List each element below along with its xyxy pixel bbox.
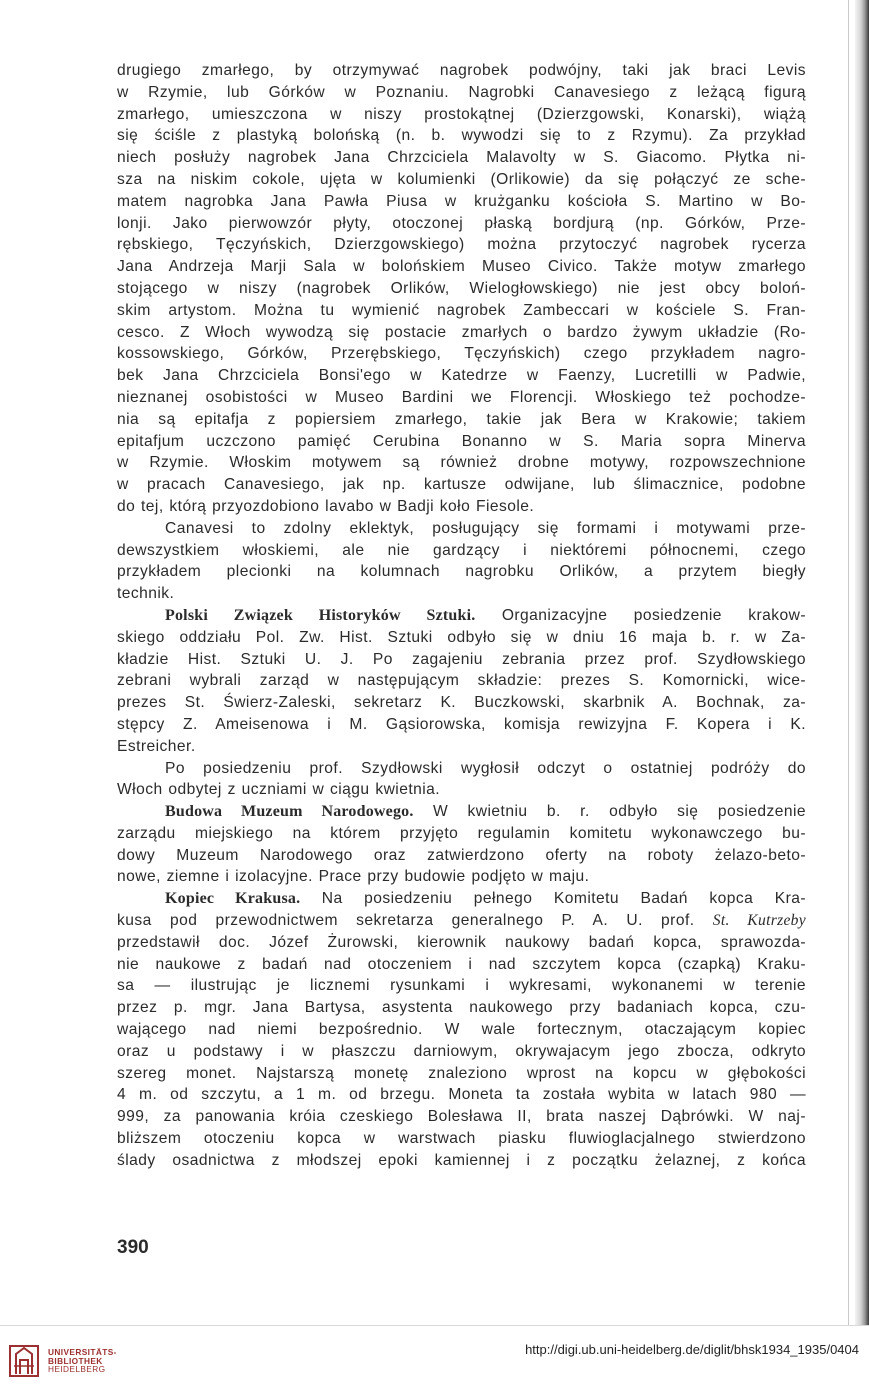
text-line: technik. (117, 585, 175, 603)
text-line: Jana Andrzeja Marji Sala w bolońskiem Museo Civico. Także motyw zmarłego (117, 258, 806, 276)
text-line: Canavesi to zdolny eklektyk, posługujący się formami i motywami prze- (165, 519, 806, 537)
text-run: Organizacyjne posiedzenie krakow- (475, 606, 806, 624)
text-line: lonji. Jako pierwowzór płyty, otoczonej płaską bordjurą (np. Górków, Prze- (117, 214, 806, 232)
section-heading: Kopiec Krakusa. (165, 890, 301, 908)
paragraph-canavesi-eclectic (117, 518, 806, 605)
logo-line: UNIVERSITÄTS- (48, 1347, 117, 1357)
text-line: Włoch odbytej z uczniami w ciągu kwietnia. (117, 781, 441, 799)
text-line: zarządu miejskiego na którem przyjęto regulamin komitetu wykonawczego bu- (117, 824, 806, 842)
text-line: stępcy Z. Ameisenowa i M. Gąsiorowska, komisja rewizyjna F. Kopera i K. (117, 715, 806, 733)
text-line: dowy Muzeum Narodowego oraz zatwierdzono oferty na roboty żelazo-beto- (117, 846, 806, 864)
text-line: drugiego zmarłego, by otrzymywać nagrobek podwójny, taki jak braci Levis (117, 62, 806, 79)
text-line: matem nagrobka Jana Pawła Piusa w krużganku kościoła S. Martino w Bo- (117, 192, 806, 210)
paragraph-canavesi-tombs (117, 60, 806, 518)
text-line: 4 m. od szczytu, a 1 m. od brzegu. Moneta ta została wybita w latach 980 — (117, 1086, 806, 1104)
logo-line: BIBLIOTHEK (48, 1355, 103, 1366)
text-line: szereg monet. Najstarszą monetę znaleziono wprost na kopcu w głębokości (117, 1064, 806, 1082)
footer-bar (0, 1325, 869, 1394)
text-line: przedstawił doc. Józef Żurowski, kierownik naukowy badań kopca, sprawozda- (117, 933, 806, 951)
text-run: Na posiedzeniu pełnego Komitetu Badań kopca Kra- (300, 890, 806, 908)
text-line: dewszystkiem włoskiemi, ale nie gardzący i niektóremi północnemi, czego (117, 541, 806, 559)
text-line: do tej, którą przyozdobiono lavabo w Badji koło Fiesole. (117, 497, 535, 515)
page-text (117, 60, 806, 1172)
text-line: w Rzymie, lub Górków w Poznaniu. Nagrobki Canavesiego z leżącą figurą (117, 83, 806, 101)
heidelberg-library-logo-icon (8, 1344, 40, 1378)
text-line: skiego oddziału Pol. Zw. Hist. Sztuki odbyło się w dniu 16 maja b. r. w Za- (117, 628, 806, 646)
text-line: kładzie Hist. Sztuki U. J. Po zagajeniu zebrania przez prof. Szydłowskiego (117, 650, 806, 668)
text-line: rębskiego, Tęczyńskich, Dzierzgowskiego) można przytoczyć nagrobek rycerza (117, 236, 806, 254)
text-line: nowe, ziemne i izolacyjne. Prace przy budowie podjęto w maju. (117, 868, 590, 886)
text-line: epitafjum uczczono pamięć Cerubina Bonanno w S. Maria sopra Minerva (117, 432, 806, 450)
text-line: się ściśle z plastyką bolońską (n. b. wywodzi się to z Rzymu). Za przykład (117, 127, 806, 145)
italic-name: St. Kutrzeby (712, 912, 806, 930)
section-heading: Polski Związek Historyków Sztuki. (165, 606, 476, 624)
text-line: wającego nad niemi bezpośrednio. W wale fortecznym, otaczającym kopiec (117, 1021, 806, 1039)
section-budowa-muzeum (117, 801, 806, 888)
text-line: nia są epitafja z popiersiem zmarłego, takie jak Bera w Krakowie; takiem (117, 410, 806, 428)
text-line: Estreicher. (117, 737, 196, 755)
text-line: nie naukowe z badań nad otoczeniem i nad szczytem kopca (czapką) Kraku- (117, 955, 806, 973)
library-logo-text (48, 1348, 117, 1374)
section-kopiec-krakusa (117, 888, 806, 1171)
text-line: stojącego w niszy (nagrobek Orlików, Wielogłowskiego) nie jest obcy boloń- (117, 279, 806, 297)
text-line: bliższem otoczeniu kopca w warstwach piasku fluwioglacjalnego stwierdzono (117, 1130, 806, 1148)
text-line: 999, za panowania króia czeskiego Bolesława II, brata naszej Dąbrówki. W naj- (117, 1108, 806, 1126)
text-line: skim artystom. Można tu wymienić nagrobek Zambeccari w kościele S. Fran- (117, 301, 806, 319)
text-line: zmarłego, umieszczona w niszy prostokątnej (Dzierzgowski, Konarski), wiążą (117, 105, 806, 123)
text-line: sza na niskim cokole, ujęta w kolumienki (Orlikowie) da się połączyć ze sche- (117, 170, 806, 188)
text-line: zebrani wybrali zarząd w następującym składzie: prezes S. Komornicki, wice- (117, 672, 806, 690)
text-line: przez p. mgr. Jana Bartysa, asystenta naukowego przy badaniach kopca, czu- (117, 999, 806, 1017)
text-line: nieznanej osobistości w Museo Bardini we Florencji. Włoskiego też pochodze- (117, 388, 806, 406)
text-line: niech posłuży nagrobek Jana Chrzciciela Malavolty w S. Giacomo. Płytka ni- (117, 149, 806, 167)
text-line: Po posiedzeniu prof. Szydłowski wygłosił odczyt o ostatniej podróży do (165, 759, 806, 777)
section-polski-zwiazek (117, 605, 806, 801)
text-line: prezes St. Świerz-Zaleski, sekretarz K. Buczkowski, skarbnik A. Bochnak, za- (117, 694, 806, 712)
text-line (117, 888, 806, 910)
page-number: 390 (117, 1237, 149, 1258)
logo-line: HEIDELBERG (48, 1364, 106, 1375)
source-url[interactable]: http://digi.ub.uni-heidelberg.de/diglit/bhsk1934_1935/0404 (525, 1342, 859, 1357)
text-line: bek Jana Chrzciciela Bonsi'ego w Katedrze w Faenzy, Lucretilli w Padwie, (117, 367, 806, 385)
text-line (117, 910, 806, 932)
text-line: cesco. Z Włoch wywodzą się postacie zmarłych o bardzo żywym układzie (Ro- (117, 323, 806, 341)
text-line: ślady osadnictwa z młodszej epoki kamiennej i z początku żelaznej, z końca (117, 1151, 806, 1169)
text-run: W kwietniu b. r. odbyło się posiedzenie (413, 803, 806, 821)
section-heading: Budowa Muzeum Narodowego. (165, 803, 414, 821)
text-line: kossowskiego, Górków, Przerębskiego, Tęczyńskich) czego przykładem nagro- (117, 345, 806, 363)
book-edge-shadow (855, 0, 869, 1325)
page-edge-line (848, 0, 849, 1325)
text-line (117, 801, 806, 823)
text-line: w Rzymie. Włoskim motywem są również drobne motywy, rozpowszechnione (117, 454, 806, 472)
text-line: w pracach Canavesiego, jak np. kartusze odwijane, lub ślimacznice, podobne (117, 476, 806, 494)
text-line: sa — ilustrując je licznemi rysunkami i wykresami, wykonanemi w terenie (117, 977, 806, 995)
text-run: kusa pod przewodnictwem sekretarza generalnego P. A. U. prof. (117, 912, 713, 930)
text-line: oraz u podstawy i w płaszczu darniowym, okrywajacym jego zbocza, odkryto (117, 1042, 806, 1060)
text-line: przykładem plecionki na kolumnach nagrobku Orlików, a przytem biegły (117, 563, 806, 581)
text-line (117, 605, 806, 627)
